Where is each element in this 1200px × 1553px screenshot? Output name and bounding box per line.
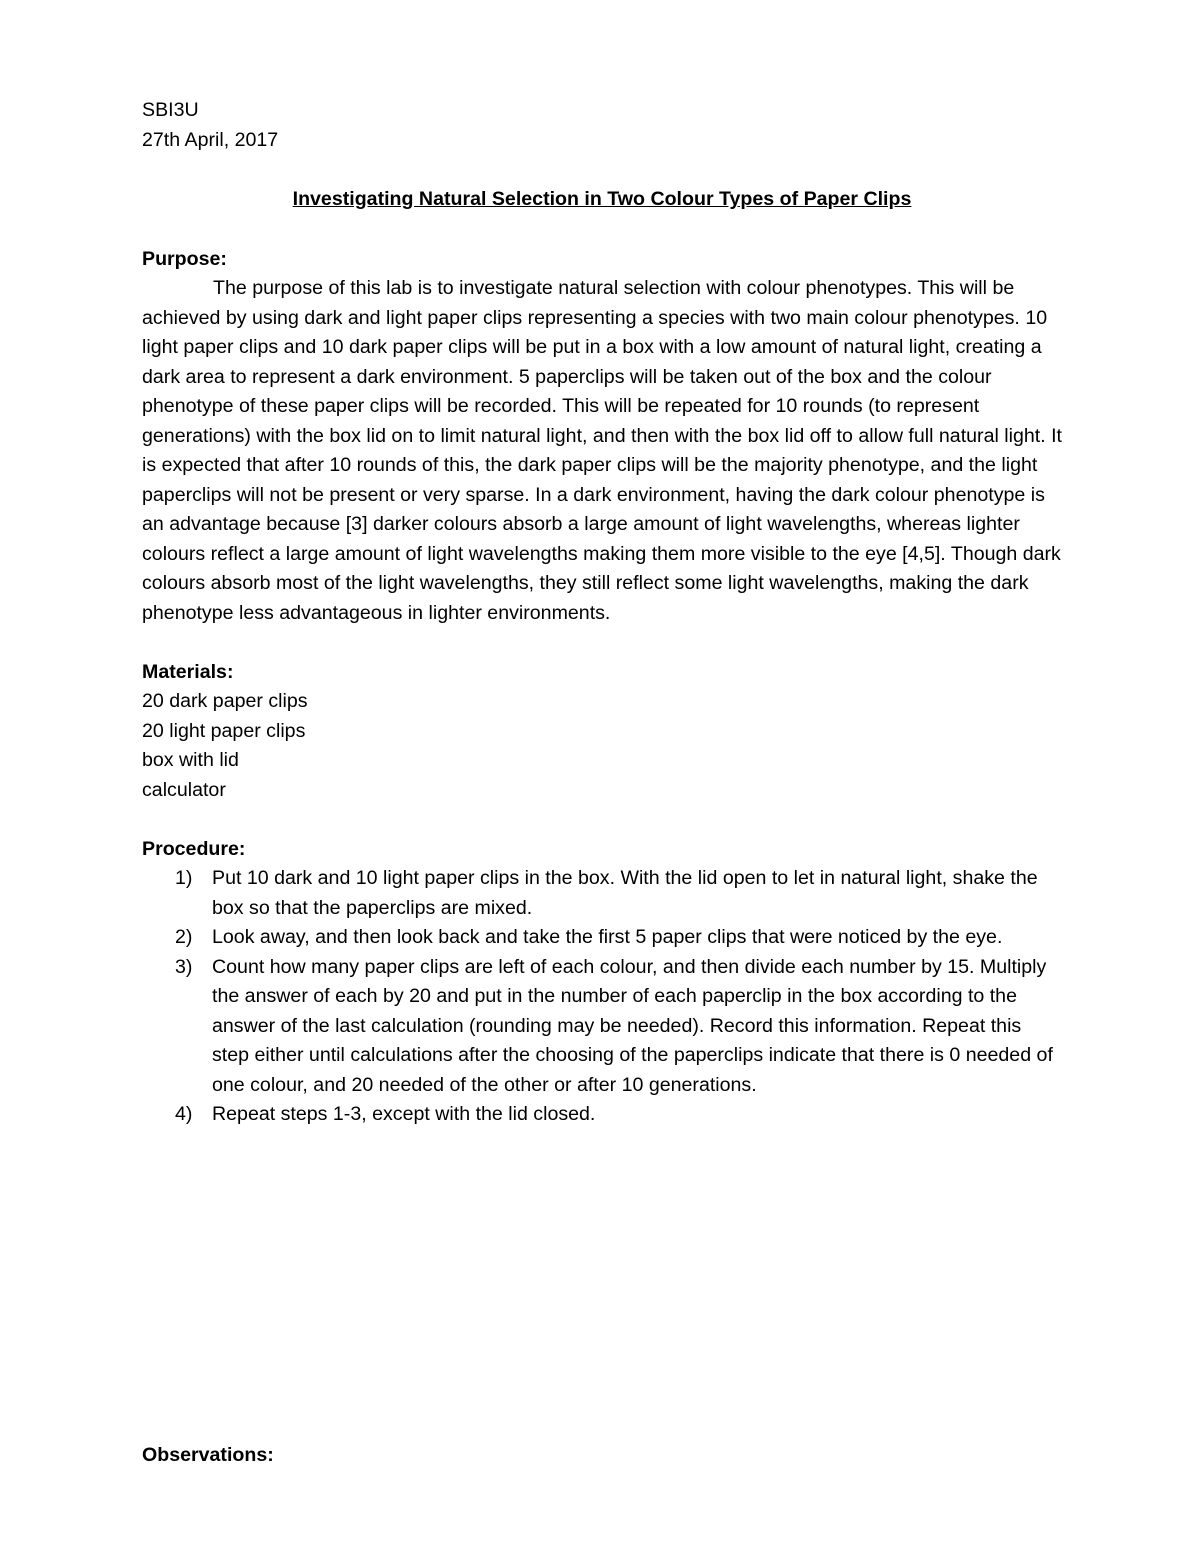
step-text: Repeat steps 1-3, except with the lid closed. <box>212 1103 596 1125</box>
materials-item: calculator <box>142 778 226 801</box>
procedure-step <box>142 923 1062 953</box>
procedure-step <box>142 864 1062 923</box>
procedure-heading: Procedure: <box>142 837 246 860</box>
step-text: Look away, and then look back and take the first 5 paper clips that were noticed by the eye. <box>212 926 1003 948</box>
step-number: 2) <box>175 926 193 948</box>
step-number: 3) <box>175 955 193 978</box>
procedure-step <box>142 1100 1062 1130</box>
purpose-paragraph: The purpose of this lab is to investigate natural selection with colour phenotypes. This will be achieved by using dark and light paper clips representing a species with two main colour phenotypes. 10 light paper clips and 10 dark paper clips will be put in a box with a low amount of natural light, creating a dark area to represent a dark environment. 5 paperclips will be taken out of the box and the colour phenotype of these paper clips will be recorded. This will be repeated for 10 rounds (to represent generations) with the box lid on to limit natural light, and then with the box lid off to allow full natural light. It is expected that after 10 rounds of this, the dark paper clips will be the majority phenotype, and the light paperclips will not be present or very sparse. In a dark environment, having the dark colour phenotype is an advantage because [3] darker colours absorb a large amount of light wavelengths, whereas lighter colours reflect a large amount of light wavelengths making them more visible to the eye [4,5]. Though dark colours absorb most of the light wavelengths, they still reflect some light wavelengths, making the dark phenotype less advantageous in lighter environments. <box>142 277 1062 624</box>
step-text: Count how many paper clips are left of each colour, and then divide each number by 15. Multiply the answer of each by 20 and put in the number of each paperclip in the box according to the answer of the last calculation (rounding may be needed). Record this information. Repeat this step either until calculations after the choosing of the paperclips indicate that there is 0 needed of one colour, and 20 needed of the other or after 10 generations. <box>212 955 1053 1096</box>
materials-item: box with lid <box>142 749 239 771</box>
purpose-heading: Purpose: <box>142 247 227 270</box>
document-date: 27th April, 2017 <box>142 128 279 151</box>
course-code: SBI3U <box>142 99 199 121</box>
observations-heading: Observations: <box>142 1443 274 1466</box>
step-text: Put 10 dark and 10 light paper clips in the box. With the lid open to let in natural light, shake the box so that the paperclips are mixed. <box>212 867 1038 919</box>
materials-heading: Materials: <box>142 660 234 683</box>
document-body <box>142 96 1062 1130</box>
step-number: 1) <box>175 867 193 889</box>
materials-item: 20 dark paper clips <box>142 690 308 712</box>
materials-item: 20 light paper clips <box>142 719 306 742</box>
procedure-step <box>142 953 1062 1101</box>
procedure-list <box>142 864 1062 1130</box>
document-title: Investigating Natural Selection in Two Colour Types of Paper Clips <box>292 188 912 210</box>
procedure-section <box>142 835 1062 1130</box>
step-number: 4) <box>175 1103 193 1125</box>
materials-section <box>142 658 1062 806</box>
